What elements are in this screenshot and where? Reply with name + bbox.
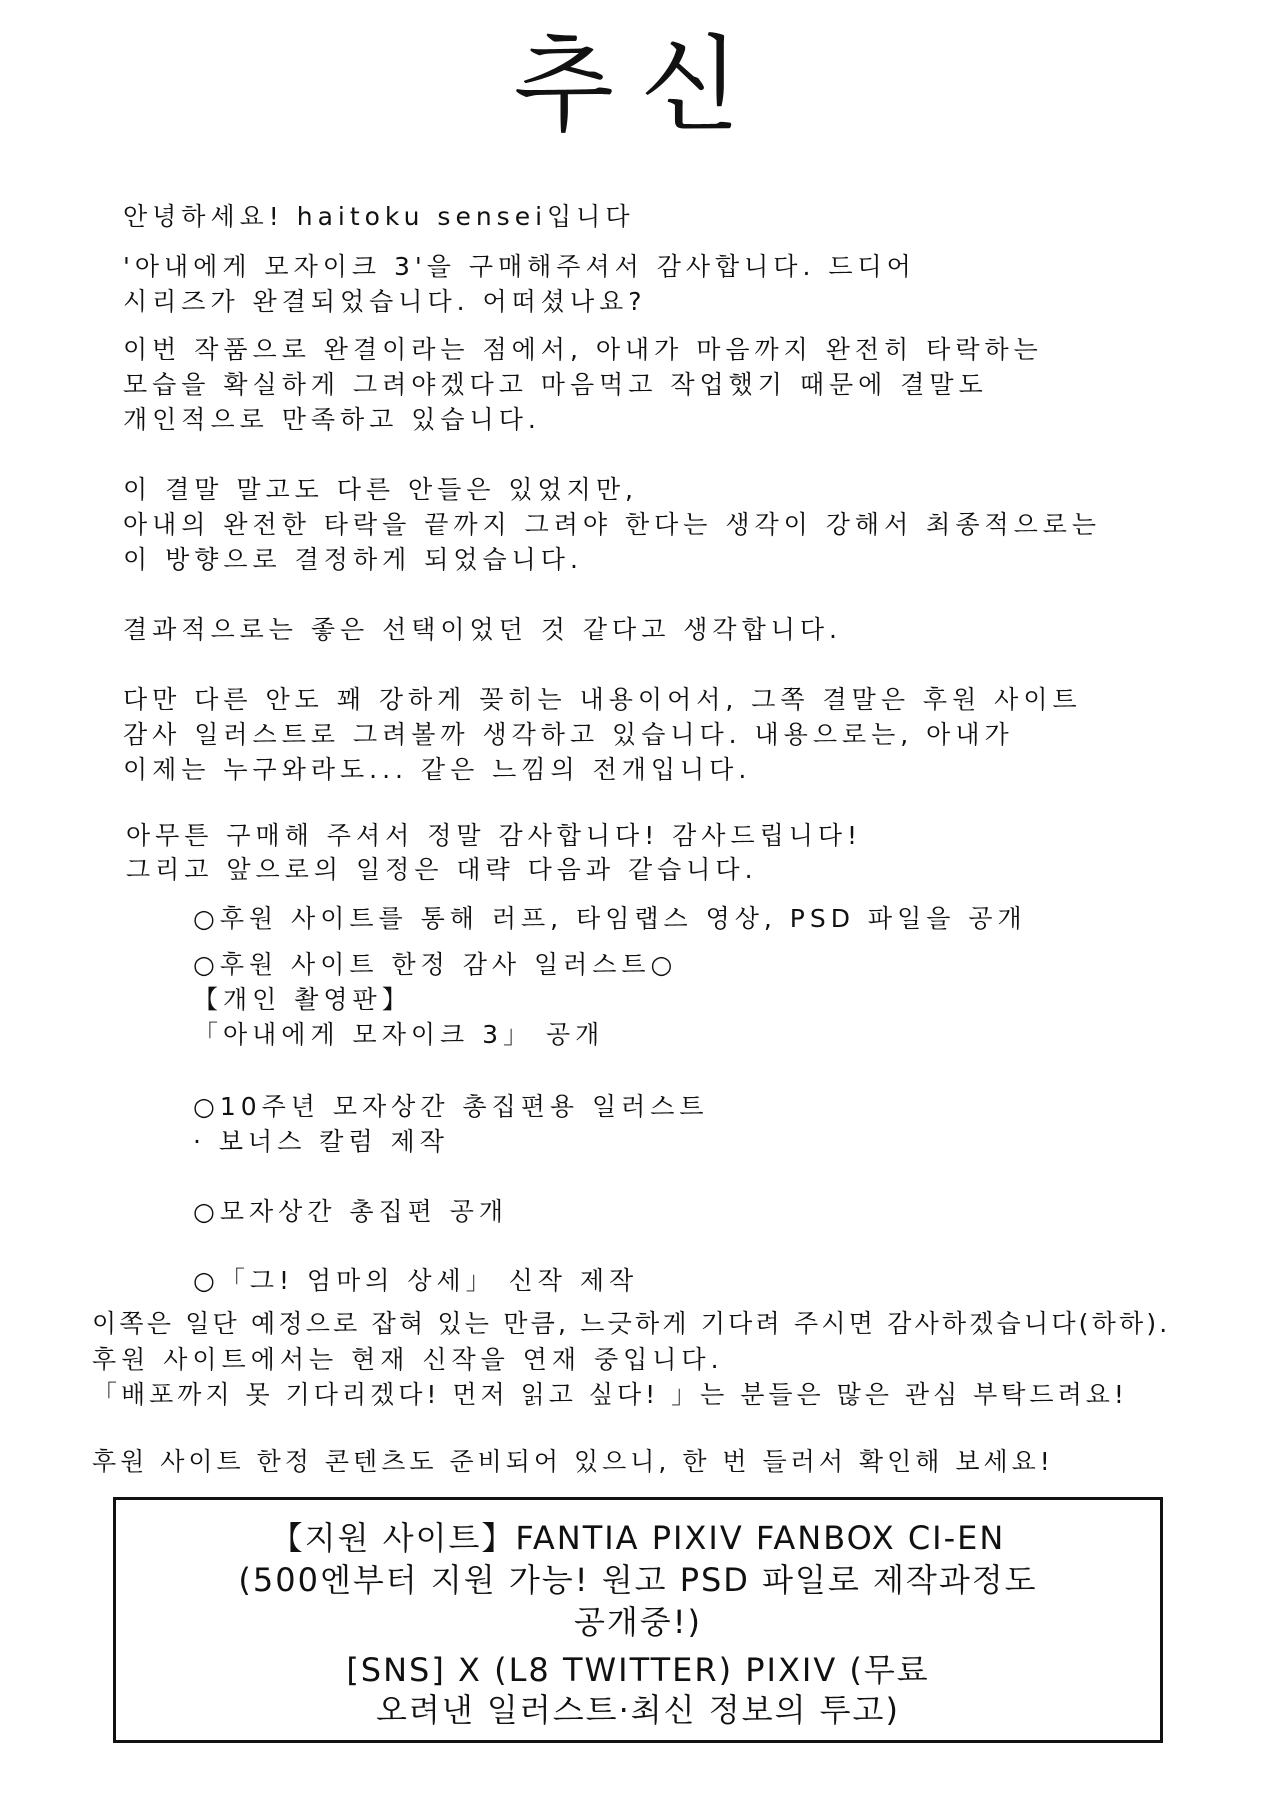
- sns-line: [SNS] X (L8 TWITTER) PIXIV (무료: [346, 1651, 930, 1689]
- final-note: 후원 사이트 한정 콘텐츠도 준비되어 있으니, 한 번 들러서 확인해 보세요!: [92, 1447, 1054, 1476]
- text-line: '아내에게 모자이크 3'을 구매해주셔서 감사합니다. 드디어: [123, 252, 916, 281]
- text-line: 감사 일러스트로 그려볼까 생각하고 있습니다. 내용으로는, 아내가: [123, 720, 1014, 749]
- text-line: 이제는 누구와라도... 같은 느낌의 전개입니다.: [123, 755, 752, 784]
- schedule-item: ○후원 사이트를 통해 러프, 타임랩스 영상, PSD 파일을 공개: [193, 904, 1027, 933]
- schedule-item: ○「그! 엄마의 상세」 신작 제작: [193, 1266, 639, 1295]
- sns-line: 오려낸 일러스트·최신 정보의 투고): [376, 1691, 900, 1729]
- text-line: 모습을 확실하게 그려야겠다고 마음먹고 작업했기 때문에 결말도: [123, 370, 988, 399]
- text-line: 결과적으로는 좋은 선택이었던 것 같다고 생각합니다.: [123, 615, 842, 644]
- support-sites-line: (500엔부터 지원 가능! 원고 PSD 파일로 제작과정도: [238, 1561, 1038, 1599]
- schedule-item: · 보너스 칼럼 제작: [193, 1127, 449, 1156]
- schedule-item: 【개인 촬영판】: [193, 985, 412, 1014]
- text-line: 개인적으로 만족하고 있습니다.: [123, 405, 541, 434]
- text-line: 아내의 완전한 타락을 끝까지 그려야 한다는 생각이 강해서 최종적으로는: [123, 510, 1102, 539]
- schedule-item: ○모자상간 총집편 공개: [193, 1197, 509, 1226]
- schedule-item: 「아내에게 모자이크 3」 공개: [193, 1020, 605, 1049]
- greeting-text: 안녕하세요! haitoku sensei입니다: [123, 202, 635, 231]
- support-sites-line: 【지원 사이트】FANTIA PIXIV FANBOX CI-EN: [270, 1519, 1006, 1557]
- text-line: 그리고 앞으로의 일정은 대략 다음과 같습니다.: [126, 855, 758, 884]
- text-line: 이쪽은 일단 예정으로 잡혀 있는 만큼, 느긋하게 기다려 주시면 감사하겠습니다(하하).: [92, 1309, 1171, 1338]
- text-line: 「배포까지 못 기다리겠다! 먼저 읽고 싶다! 」는 분들은 많은 관심 부탁드려요!: [92, 1380, 1128, 1409]
- text-line: 이 방향으로 결정하게 되었습니다.: [123, 545, 583, 574]
- notice-box: [113, 1497, 1163, 1743]
- text-line: 이번 작품으로 완결이라는 점에서, 아내가 마음까지 완전히 타락하는: [123, 335, 1043, 364]
- schedule-item: ○10주년 모자상간 총집편용 일러스트: [193, 1092, 709, 1121]
- schedule-item: ○후원 사이트 한정 감사 일러스트○: [193, 950, 678, 979]
- page-title: 추신: [513, 24, 767, 146]
- text-line: 다만 다른 안도 꽤 강하게 꽂히는 내용이어서, 그쪽 결말은 후원 사이트: [123, 685, 1082, 714]
- support-sites-line: 공개중!): [573, 1603, 703, 1641]
- text-line: 시리즈가 완결되었습니다. 어떠셨나요?: [123, 287, 647, 316]
- text-line: 후원 사이트에서는 현재 신작을 연재 중입니다.: [92, 1345, 724, 1374]
- text-line: 이 결말 말고도 다른 안들은 있었지만,: [123, 475, 638, 504]
- text-line: 아무튼 구매해 주셔서 정말 감사합니다! 감사드립니다!: [126, 821, 863, 850]
